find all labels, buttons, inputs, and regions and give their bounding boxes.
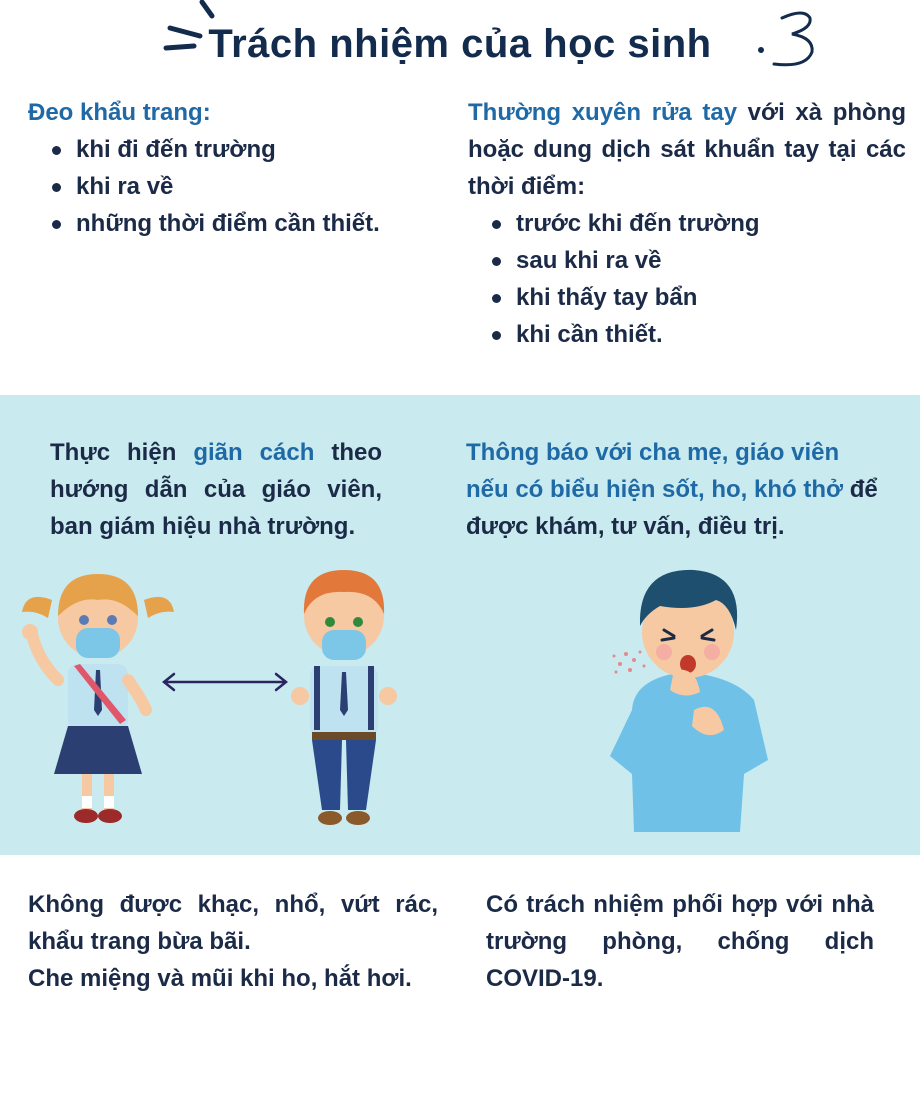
list-item: khi đi đến trường: [76, 131, 448, 168]
handwash-text: với xà phòng hoặc dung dịch sát khuẩn tay tại các thời điểm:: [468, 99, 906, 200]
distance-text-post: theo hướng dẫn của giáo viên, ban giám hiệu nhà trường.: [50, 439, 382, 540]
distance-text-pre: Thực hiện: [50, 439, 194, 466]
hygiene-line-2: Che miệng và mũi khi ho, hắt hơi.: [28, 965, 412, 992]
notify-paragraph: [466, 434, 886, 545]
list-item: sau khi ra về: [516, 242, 906, 279]
mask-heading: Đeo khẩu trang:: [28, 99, 211, 126]
distance-highlight: giãn cách: [193, 439, 315, 466]
cooperate-paragraph: [486, 886, 874, 997]
handwash-paragraph: [468, 94, 906, 205]
list-item: những thời điểm cần thiết.: [76, 205, 448, 242]
list-item: trước khi đến trường: [516, 205, 906, 242]
hygiene-section: [28, 886, 438, 997]
mask-section: [28, 94, 448, 242]
distance-arrow-icon: [160, 670, 290, 694]
hygiene-line-1: Không được khạc, nhổ, vứt rác, khẩu trang bừa bãi.: [28, 891, 438, 955]
notify-text: để được khám, tư vấn, điều trị.: [466, 476, 878, 540]
coughing-boy-illustration: [604, 560, 780, 832]
mask-list: [28, 131, 448, 242]
boy-student-illustration: [284, 560, 404, 832]
handwash-highlight: Thường xuyên rửa tay: [468, 99, 738, 126]
list-item: khi cần thiết.: [516, 316, 906, 353]
notify-highlight: Thông báo với cha mẹ, giáo viên nếu có biểu hiện sốt, ho, khó thở: [466, 439, 844, 503]
list-item: khi thấy tay bẩn: [516, 279, 906, 316]
page-title: Trách nhiệm của học sinh: [208, 22, 712, 66]
handwash-list: [468, 205, 906, 353]
title-right-decoration: [752, 4, 822, 74]
cooperate-text: Có trách nhiệm phối hợp với nhà trường phòng, chống dịch COVID-19.: [486, 891, 874, 992]
list-item: khi ra về: [76, 168, 448, 205]
girl-student-illustration: [18, 560, 178, 830]
handwash-section: [468, 94, 906, 353]
distance-paragraph: [50, 434, 382, 545]
